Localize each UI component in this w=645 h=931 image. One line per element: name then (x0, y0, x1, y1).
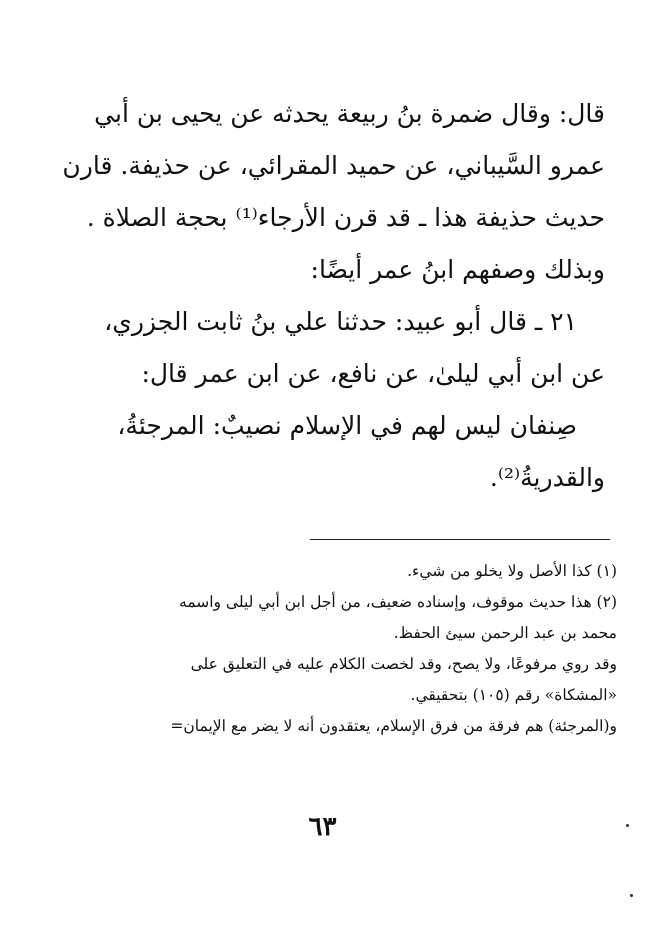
main-text-line-6: عن ابن أبي ليلىٰ، عن نافع، عن ابن عمر قال: (141, 359, 605, 388)
main-text-line-3: حديث حذيفة هذا ـ قد قرن الأرجاء⁽¹⁾ بحجة الصلاة . (86, 203, 605, 232)
main-text-line-5: ٢١ ـ قال أبو عبيد: حدثنا علي بنُ ثابت الجزري، (104, 307, 577, 336)
scan-speck (630, 894, 633, 897)
footnote-divider (310, 539, 610, 540)
page-number: ٦٣ (308, 812, 337, 842)
main-text-line-7: صِنفان ليس لهم في الإسلام نصيبٌ: المرجئةُ، (117, 411, 577, 440)
main-text-line-1: قال: وقال ضمرة بنُ ربيعة يحدثه عن يحيى بن أبي (94, 99, 605, 128)
main-text-line-8: والقدريةُ⁽²⁾. (489, 463, 605, 492)
footnote-line-5: «المشكاة» رقم (١٠٥) بتحقيقي. (410, 686, 617, 704)
footnote-line-4: وقد روي مرفوعًا، ولا يصح، وقد لخصت الكلام عليه في التعليق على (190, 655, 617, 673)
footnote-line-2: (٢) هذا حديث موقوف، وإسناده ضعيف، من أجل ابن أبي ليلى واسمه (178, 593, 617, 611)
footnote-line-1: (١) كذا الأصل ولا يخلو من شيء. (407, 562, 617, 580)
footnote-line-6: و(المرجئة) هم فرقة من فرق الإسلام، يعتقدون أنه لا يضر مع الإيمان= (170, 717, 617, 735)
main-text (35, 88, 605, 504)
footnote-line-3: محمد بن عبد الرحمن سيئ الحفظ. (393, 624, 617, 642)
main-text-line-4: وبذلك وصفهم ابنُ عمر أيضًا: (310, 255, 605, 284)
footnotes (27, 556, 617, 742)
main-text-line-2: عمرو السَّيباني، عن حميد المقرائي، عن حذيفة. قارن (62, 151, 605, 180)
scan-speck (626, 824, 629, 827)
